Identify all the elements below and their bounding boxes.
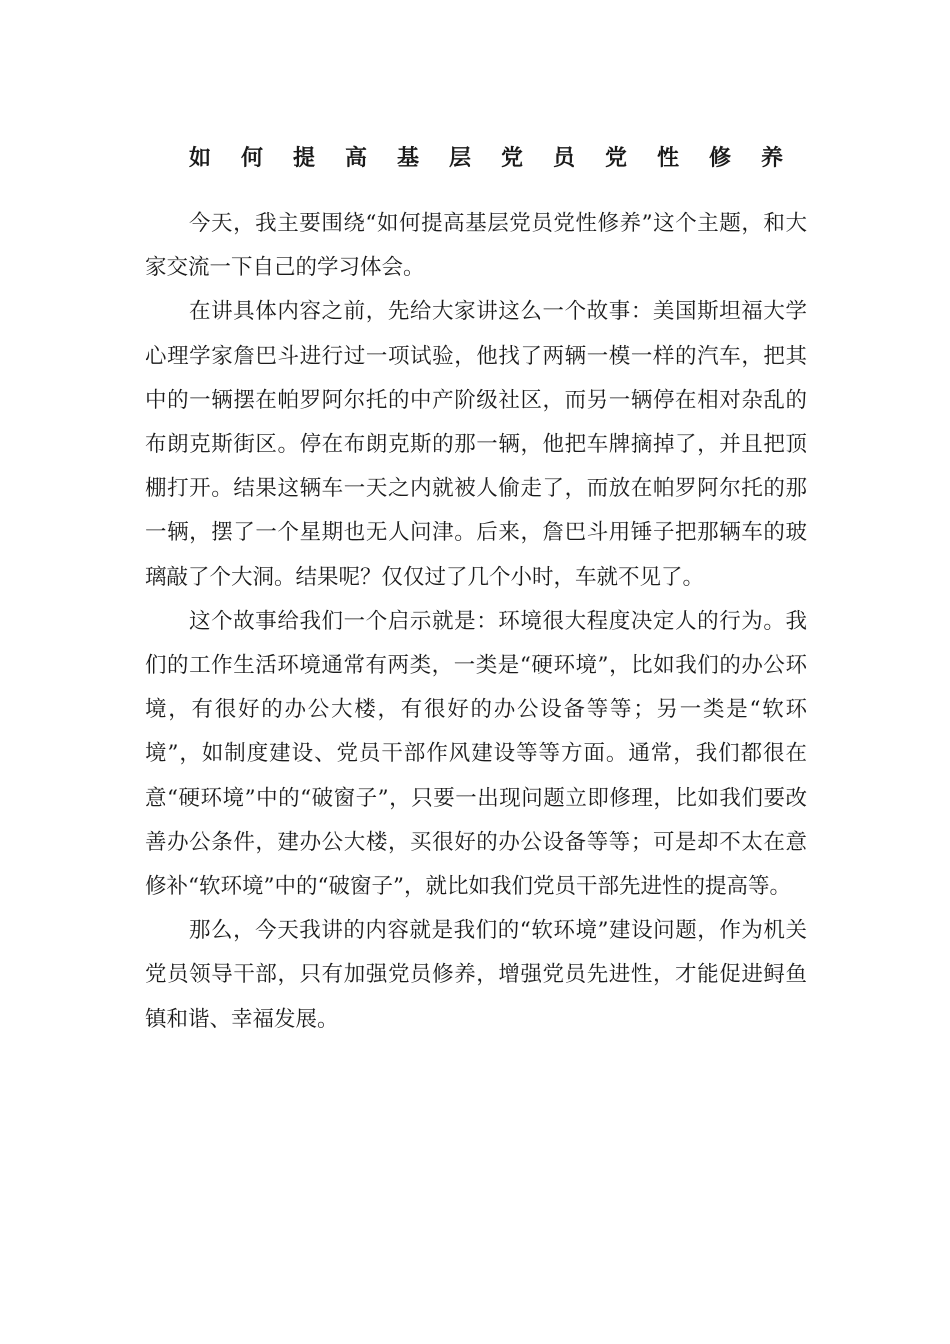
paragraph-intro: 今天，我主要围绕“如何提高基层党员党性修养”这个主题，和大家交流一下自己的学习体会。 — [145, 211, 807, 281]
document-body — [145, 142, 814, 1042]
document-title: 如何提高基层党员党性修养 — [189, 145, 814, 171]
paragraph-insight: 这个故事给我们一个启示就是：环境很大程度决定人的行为。我们的工作生活环境通常有两类，一类是“硬环境”，比如我们的办公环境，有很好的办公大楼，有很好的办公设备等等；另一类是“软环境”，如制度建设、党员干部作风建设等等方面。通常，我们都很在意“硬环境”中的“破窗子”，只要一出现问题立即修理，比如我们要改善办公条件，建办公大楼，买很好的办公设备等等；可是却不太在意修补“软环境”中的“破窗子”，就比如我们党员干部先进性的提高等。 — [145, 608, 807, 900]
paragraph-conclusion: 那么，今天我讲的内容就是我们的“软环境”建设问题，作为机关党员领导干部，只有加强党员修养，增强党员先进性，才能促进鲟鱼镇和谐、幸福发展。 — [145, 918, 807, 1032]
paragraph-story: 在讲具体内容之前，先给大家讲这么一个故事：美国斯坦福大学心理学家詹巴斗进行过一项试验，他找了两辆一模一样的汽车，把其中的一辆摆在帕罗阿尔托的中产阶级社区，而另一辆停在相对杂乱的布朗克斯街区。停在布朗克斯的那一辆，他把车牌摘掉了，并且把顶棚打开。结果这辆车一天之内就被人偷走了，而放在帕罗阿尔托的那一辆，摆了一个星期也无人问津。后来，詹巴斗用锤子把那辆车的玻璃敲了个大洞。结果呢？仅仅过了几个小时，车就不见了。 — [145, 299, 807, 590]
